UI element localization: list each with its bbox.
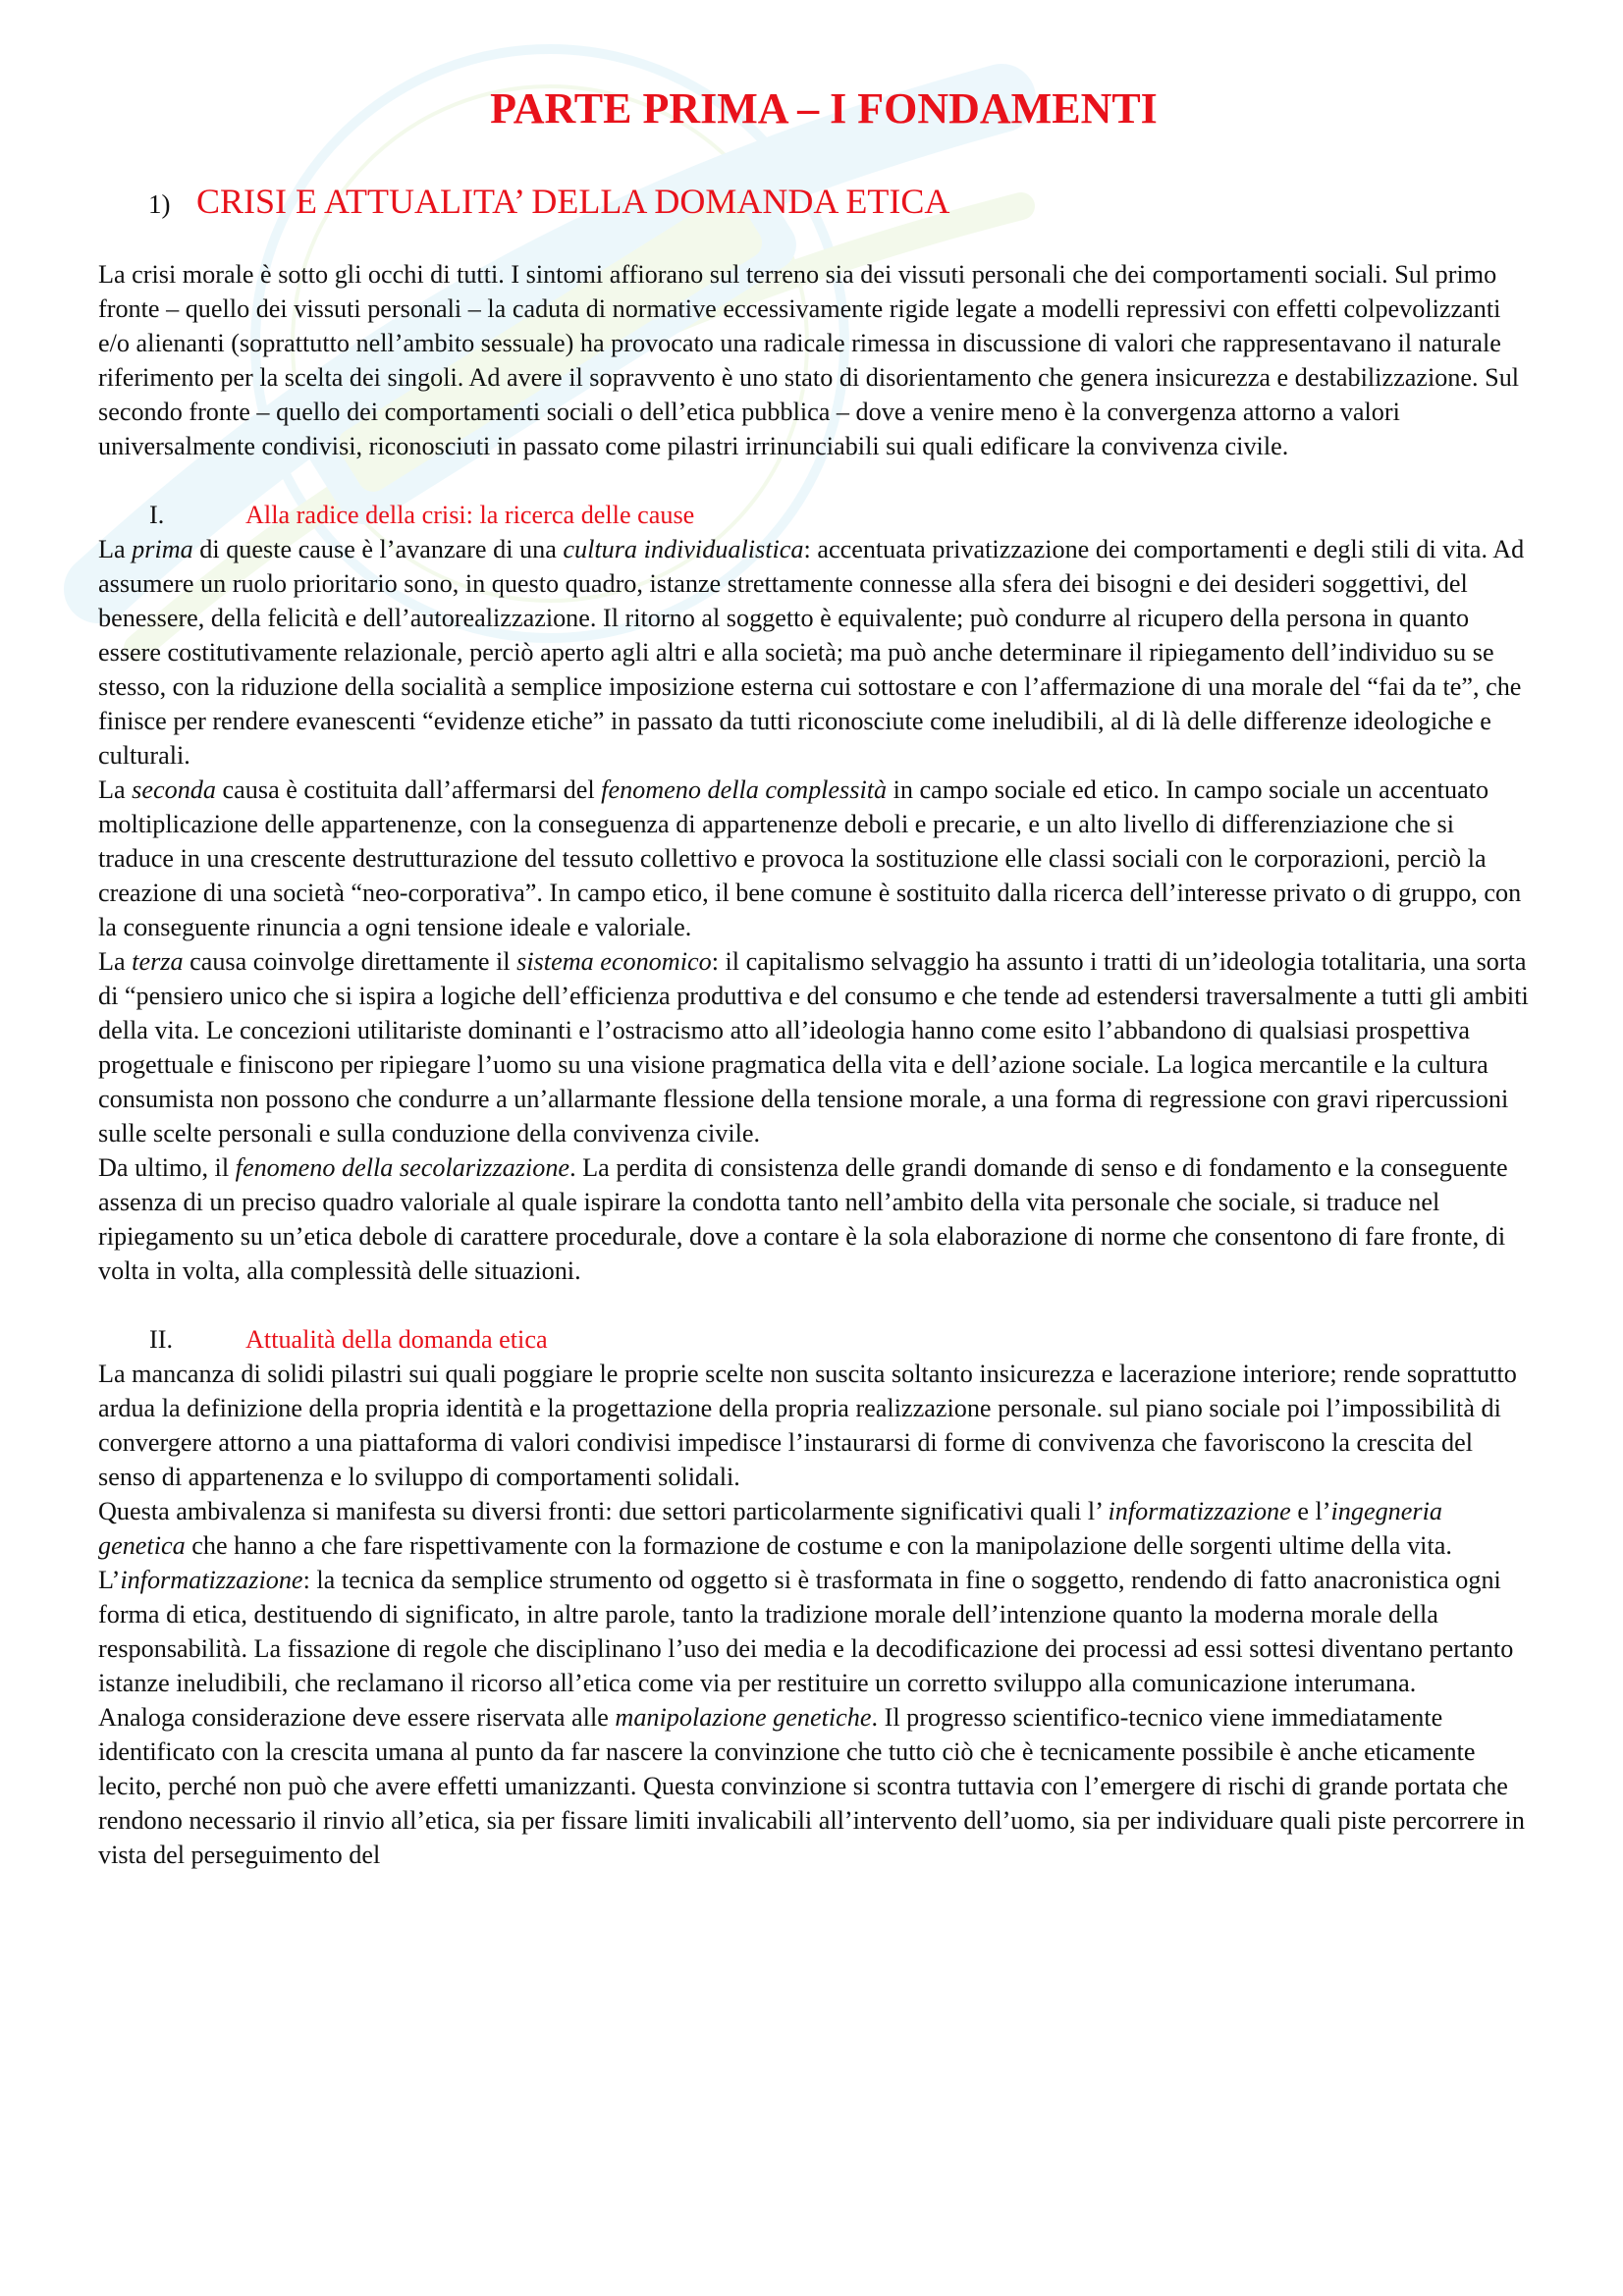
text-run: e l’ xyxy=(1290,1497,1331,1525)
subsection-title: Attualità della domanda etica xyxy=(245,1325,548,1354)
text-run: . La perdita di consistenza delle grandi domande di senso e di fondamento e la conseguente assenza di un preciso quadro valoriale al quale ispirare la condotta tanto nell’ambito della vita personale che sociale, si traduce nel ripiegamento su un’etica debole di carattere procedurale, dove a contare è la sola elaborazione di norme che consentono di fare fronte, di volta in volta, alla complessità delle situazioni. xyxy=(98,1153,1508,1285)
subsection-number: I. xyxy=(149,501,165,529)
paragraph-genetic-manipulation xyxy=(98,1700,1530,1872)
italic-term: cultura individualistica xyxy=(563,535,804,563)
subsection-heading-actuality xyxy=(98,1322,1530,1357)
paragraph-second-cause xyxy=(98,773,1530,944)
text-run: causa è costituita dall’affermarsi del xyxy=(216,775,602,804)
text-run: : il capitalismo selvaggio ha assunto i tratti di un’ideologia totalitaria, una sorta di “pensiero unico che si ispira a logiche dell’efficienza produttiva e del consumo e che tende ad estendersi traversalmente a tutti gli ambiti della vita. Le concezioni utilitariste dominanti e l’ostracismo atto all’ideologia hanno come esito l’abbandono di qualsiasi prospettiva progettuale e finiscono per ripiegare l’uomo su una visione pragmatica della vita e dell’azione sociale. La logica mercantile e la cultura consumista non possono che condurre a un’allarmante flessione della tensione morale, a una forma di regressione con gravi ripercussioni sulle scelte personali e sulla conduzione della convivenza civile. xyxy=(98,947,1529,1148)
subsection-number: II. xyxy=(149,1325,173,1354)
text-run: causa coinvolge direttamente il xyxy=(183,947,517,976)
italic-term: fenomeno della complessità xyxy=(601,775,888,804)
text-run: L’ xyxy=(98,1566,121,1594)
text-run: . Il progresso scientifico-tecnico viene immediatamente identificato con la crescita umana al punto da far nascere la convinzione che tutto ciò che è tecnicamente possibile è anche eticamente lecito, perché non può che avere effetti umanizzanti. Questa convinzione si scontra tuttavia con l’emergere di rischi di grande portata che rendono necessario il rinvio all’etica, sia per fissare limiti invalicabili all’intervento dell’uomo, sia per individuare quali piste percorrere in vista del perseguimento del xyxy=(98,1703,1525,1869)
italic-term: seconda xyxy=(132,775,216,804)
subsection-title: Alla radice della crisi: la ricerca delle cause xyxy=(245,501,695,529)
text-run: di queste cause è l’avanzare di una xyxy=(192,535,564,563)
italic-term: informatizzazione xyxy=(120,1566,303,1594)
italic-term: manipolazione genetiche xyxy=(615,1703,872,1732)
intro-paragraph: La crisi morale è sotto gli occhi di tutti. I sintomi affiorano sul terreno sia dei vissuti personali che dei comportamenti sociali. Sul primo fronte – quello dei vissuti personali – la caduta di normative eccessivamente rigide legate a modelli repressivi con effetti colpevolizzanti e/o alienanti (soprattutto nell’ambito sessuale) ha provocato una radicale rimessa in discussione di valori che rappresentavano il naturale riferimento per la scelta dei singoli. Ad avere il sopravvento è uno stato di disorientamento che genera insicurezza e destabilizzazione. Sul secondo fronte – quello dei comportamenti sociali o dell’etica pubblica – dove a venire meno è la convergenza attorno a valori universalmente condivisi, riconosciuti in passato come pilastri irrinunciabili sui quali edificare la convivenza civile. xyxy=(98,260,1520,460)
paragraph-informatization xyxy=(98,1563,1530,1700)
text-run: La xyxy=(98,535,133,563)
italic-term: ingegneria genetica xyxy=(98,1497,1442,1560)
italic-term: informatizzazione xyxy=(1108,1497,1291,1525)
document-page xyxy=(98,77,1530,1872)
paragraph-lack-of-pillars: La mancanza di solidi pilastri sui quali poggiare le proprie scelte non suscita soltanto insicurezza e lacerazione interiore; rende soprattutto ardua la definizione della propria identità e la progettazione della propria realizzazione personale. sul piano sociale poi l’impossibilità di convergere attorno a una piattaforma di valori condivisi impedisce l’instaurarsi di forme di convivenza che favoriscono la crescita del senso di appartenenza e lo sviluppo di comportamenti solidali. xyxy=(98,1360,1517,1491)
italic-term: terza xyxy=(132,947,184,976)
spacer xyxy=(98,1288,1530,1322)
italic-term: fenomeno della secolarizzazione xyxy=(235,1153,570,1182)
subsection-heading-causes xyxy=(98,498,1530,532)
paragraph-first-cause xyxy=(98,532,1530,773)
italic-term: prima xyxy=(132,535,193,563)
text-run: La xyxy=(98,947,133,976)
text-run: La xyxy=(98,775,133,804)
section-number: 1) xyxy=(148,189,171,219)
text-run: che hanno a che fare rispettivamente con la formazione de costume e con la manipolazione delle sorgenti ultime della vita. xyxy=(185,1531,1452,1560)
main-title: PARTE PRIMA – I FONDAMENTI xyxy=(490,84,1158,133)
text-run: in campo sociale ed etico. In campo sociale un accentuato moltiplicazione delle appartenenze, con la conseguenza di appartenenze deboli e precarie, e un alto livello di differenziazione che si traduce in una crescente destrutturazione del tessuto collettivo e provoca la sostituzione elle classi sociali con le corporazioni, perciò la creazione di una società “neo-corporativa”. In campo etico, il bene comune è sostituito dalla ricerca dell’interesse privato o di gruppo, con la conseguente rinuncia a ogni tensione ideale e valoriale. xyxy=(98,775,1522,941)
italic-term: sistema economico xyxy=(516,947,712,976)
paragraph-third-cause xyxy=(98,944,1530,1150)
text-run: : la tecnica da semplice strumento od oggetto si è trasformata in fine o soggetto, rendendo di fatto anacronistica ogni forma di etica, destituendo di significato, in altre parole, tanto la tradizione morale dell’intenzione quanto la moderna morale della responsabilità. La fissazione di regole che disciplinano l’uso dei media e la decodificazione dei processi ad essi sottesi diventano pertanto istanze ineludibili, che reclamano il ricorso all’etica come via per restituire un corretto sviluppo alla comunicazione interumana. xyxy=(98,1566,1514,1697)
section-title: CRISI E ATTUALITA’ DELLA DOMANDA ETICA xyxy=(196,182,950,221)
paragraph-last-cause xyxy=(98,1150,1530,1288)
spacer xyxy=(98,463,1530,498)
section-heading xyxy=(98,177,1530,234)
text-run: Da ultimo, il xyxy=(98,1153,236,1182)
text-run: Analoga considerazione deve essere riservata alle xyxy=(98,1703,616,1732)
paragraph-ambivalence xyxy=(98,1494,1530,1563)
text-run: Questa ambivalenza si manifesta su diversi fronti: due settori particolarmente significativi quali l’ xyxy=(98,1497,1109,1525)
text-run: : accentuata privatizzazione dei comportamenti e degli stili di vita. Ad assumere un ruolo prioritario sono, in questo quadro, istanze strettamente connesse alla sfera dei bisogni e dei desideri soggettivi, del benessere, della felicità e dell’autorealizzazione. Il ritorno al soggetto è equivalente; può condurre al ricupero della persona in quanto essere costitutivamente relazionale, perciò aperto agli altri e alla società; ma può anche determinare il ripiegamento dell’individuo su se stesso, con la riduzione della socialità a semplice imposizione esterna cui sottostare e con l’affermazione di una morale del “fai da te”, che finisce per rendere evanescenti “evidenze etiche” in passato da tutti riconosciute come ineludibili, al di là delle differenze ideologiche e culturali. xyxy=(98,535,1525,770)
